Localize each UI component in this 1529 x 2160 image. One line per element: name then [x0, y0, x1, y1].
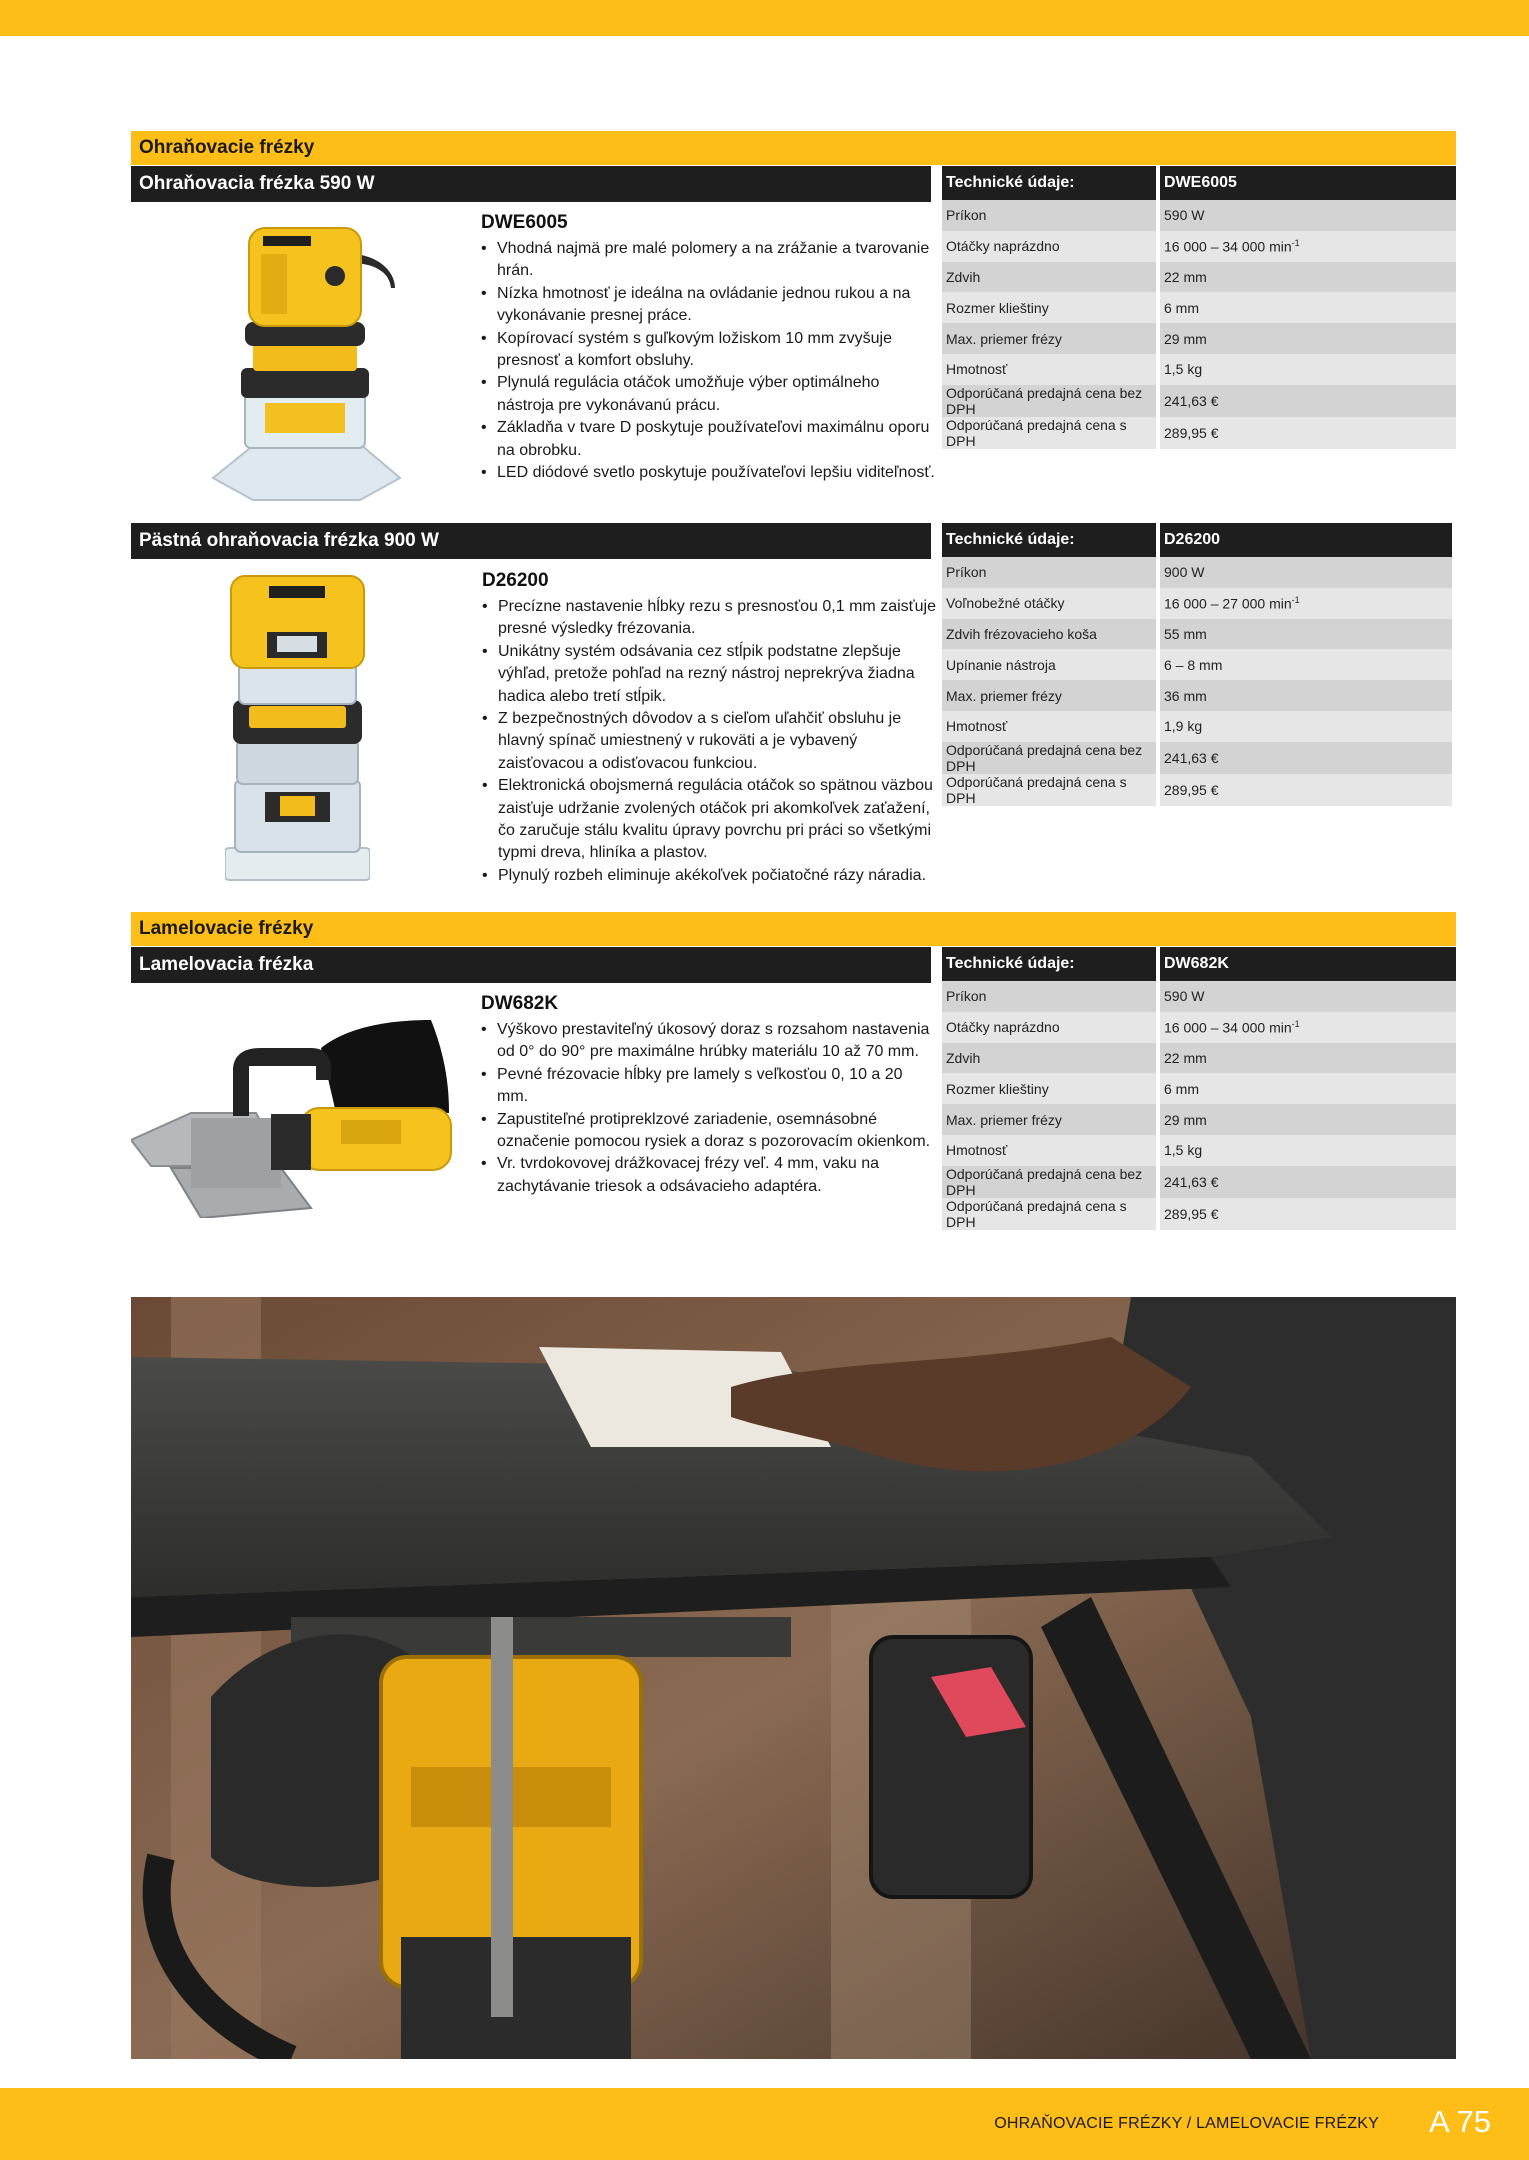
spec-value: 6 mm: [1160, 292, 1456, 323]
spec-label: Odporúčaná predajná cena bez DPH: [942, 1166, 1160, 1198]
list-item: • Plynulý rozbeh eliminuje akékoľvek počiatočné rázy náradia.: [482, 865, 937, 887]
list-item: • Zapustiteľné protipreklzové zariadenie, osemnásobné označenie pomocou rysiek a doraz s pozorovacím okienkom.: [481, 1109, 936, 1154]
table-row: [942, 557, 1452, 588]
spec-table: [942, 166, 1456, 449]
spec-value-text: 16 000 – 27 000 min: [1164, 595, 1292, 612]
spec-label: Zdvih: [942, 1043, 1160, 1074]
spec-header-label: Technické údaje:: [942, 947, 1160, 981]
table-row: [942, 292, 1456, 323]
spec-value: 36 mm: [1160, 680, 1452, 711]
spec-value-exponent: -1: [1291, 237, 1300, 248]
list-item: • Kopírovací systém s guľkovým ložiskom 10 mm zvyšuje presnosť a komfort obsluhy.: [481, 328, 936, 373]
table-row: [942, 231, 1456, 262]
list-item: • Z bezpečnostných dôvodov a s cieľom uľahčiť obsluhu je hlavný spínač umiestnený v rukoväti a je vybavený zaisťovacou a odisťovacou funkciou.: [482, 708, 937, 775]
table-row: [942, 588, 1452, 619]
category-title: Ohraňovacie frézky: [139, 137, 315, 158]
spec-label: Zdvih frézovacieho koša: [942, 619, 1160, 650]
router-dwe6005-image: [205, 218, 405, 501]
footer-section-title: OHRAŇOVACIE FRÉZKY / LAMELOVACIE FRÉZKY: [994, 2115, 1379, 2132]
table-row: [942, 1198, 1456, 1230]
product-title: Ohraňovacia frézka 590 W: [139, 173, 375, 194]
spec-label: Rozmer klieštiny: [942, 1073, 1160, 1104]
model-number: DWE6005: [481, 212, 568, 233]
feature-list: [481, 238, 936, 484]
spec-header-model: DWE6005: [1160, 166, 1456, 200]
model-number: D26200: [482, 570, 549, 591]
spec-value: 29 mm: [1160, 323, 1456, 354]
table-row: [942, 1166, 1456, 1198]
spec-label: Otáčky naprázdno: [942, 1012, 1160, 1043]
list-item: • Unikátny systém odsávania cez stĺpik podstatne zlepšuje výhľad, pretože pohľad na rezný nástroj neprekrýva žiadna hadica alebo tretí stĺpik.: [482, 641, 937, 708]
spec-value: 900 W: [1160, 557, 1452, 588]
list-item: • Plynulá regulácia otáčok umožňuje výber optimálneho nástroja pre vykonávanú prácu.: [481, 372, 936, 417]
spec-value: 1,5 kg: [1160, 354, 1456, 385]
spec-label: Odporúčaná predajná cena s DPH: [942, 1198, 1160, 1230]
table-row: [942, 649, 1452, 680]
table-row: [942, 354, 1456, 385]
spec-value-text: 16 000 – 34 000 min: [1164, 238, 1292, 255]
category-bar-lamelovacie: [131, 912, 1456, 946]
spec-value-exponent: -1: [1291, 1018, 1300, 1029]
list-item: • Výškovo prestaviteľný úkosový doraz s rozsahom nastavenia od 0° do 90° pre maximálne hrúbky materiálu 10 až 70 mm.: [481, 1019, 936, 1064]
table-row: [942, 742, 1452, 774]
spec-header-label: Technické údaje:: [942, 523, 1160, 557]
spec-table: [942, 947, 1456, 1230]
spec-value: 590 W: [1160, 981, 1456, 1012]
spec-label: Max. priemer frézy: [942, 680, 1160, 711]
spec-value: 1,5 kg: [1160, 1135, 1456, 1166]
router-d26200-image: [225, 570, 370, 882]
spec-value: 1,9 kg: [1160, 711, 1452, 742]
table-row: [942, 711, 1452, 742]
spec-label: Odporúčaná predajná cena bez DPH: [942, 742, 1160, 774]
feature-list: [481, 1019, 936, 1198]
spec-value: 29 mm: [1160, 1104, 1456, 1135]
table-row: [942, 1073, 1456, 1104]
spec-label: Max. priemer frézy: [942, 323, 1160, 354]
spec-value: 55 mm: [1160, 619, 1452, 650]
list-item: • Elektronická obojsmerná regulácia otáčok so spätnou väzbou zaisťuje udržanie zvolených otáčok pri akomkoľvek zaťažení, čo zaručuje stálu kvalitu úpravy povrchu pri práci so všetkými typmi dreva, hliníka a plastov.: [482, 775, 937, 865]
spec-value: 6 – 8 mm: [1160, 649, 1452, 680]
workshop-photo-illustration: [131, 1297, 1456, 2059]
spec-label: Voľnobežné otáčky: [942, 588, 1160, 619]
table-row: [942, 262, 1456, 293]
workshop-router-table-photo: [131, 1297, 1456, 2059]
spec-label: Odporúčaná predajná cena s DPH: [942, 417, 1160, 449]
spec-header-label: Technické údaje:: [942, 166, 1160, 200]
spec-header-model: DW682K: [1160, 947, 1456, 981]
category-title: Lamelovacie frézky: [139, 918, 314, 939]
page-number: A 75: [1428, 2104, 1491, 2139]
table-row: [942, 1104, 1456, 1135]
spec-header-row: [942, 166, 1456, 200]
spec-label: Otáčky naprázdno: [942, 231, 1160, 262]
list-item: • Nízka hmotnosť je ideálna na ovládanie jednou rukou a na vykonávanie presnej práce.: [481, 283, 936, 328]
product-title: Pästná ohraňovacia frézka 900 W: [139, 530, 439, 551]
spec-label: Príkon: [942, 200, 1160, 231]
spec-header-model: D26200: [1160, 523, 1452, 557]
spec-value: 289,95 €: [1160, 774, 1452, 806]
table-row: [942, 200, 1456, 231]
table-row: [942, 385, 1456, 417]
spec-header-row: [942, 523, 1452, 557]
biscuit-joiner-dw682k-image: [131, 1018, 466, 1218]
spec-value: 590 W: [1160, 200, 1456, 231]
product-title-bar: [131, 166, 931, 202]
spec-label: Odporúčaná predajná cena bez DPH: [942, 385, 1160, 417]
table-row: [942, 323, 1456, 354]
table-row: [942, 680, 1452, 711]
spec-label: Odporúčaná predajná cena s DPH: [942, 774, 1160, 806]
spec-header-row: [942, 947, 1456, 981]
spec-value: 241,63 €: [1160, 1166, 1456, 1198]
spec-label: Rozmer klieštiny: [942, 292, 1160, 323]
spec-value: 6 mm: [1160, 1073, 1456, 1104]
product-title-bar: [131, 947, 931, 983]
list-item: • Základňa v tvare D poskytuje používateľovi maximálnu oporu na obrobku.: [481, 417, 936, 462]
table-row: [942, 1043, 1456, 1074]
table-row: [942, 417, 1456, 449]
spec-value-exponent: -1: [1291, 594, 1300, 605]
spec-label: Hmotnosť: [942, 1135, 1160, 1166]
bottom-accent-bar: [0, 2088, 1529, 2160]
spec-value: 241,63 €: [1160, 385, 1456, 417]
feature-list: [482, 596, 937, 887]
table-row: [942, 774, 1452, 806]
category-bar-ohranovacie: [131, 131, 1456, 165]
spec-value: [1160, 231, 1456, 262]
spec-value: 289,95 €: [1160, 1198, 1456, 1230]
table-row: [942, 981, 1456, 1012]
spec-label: Príkon: [942, 981, 1160, 1012]
product-title: Lamelovacia frézka: [139, 954, 314, 975]
spec-label: Upínanie nástroja: [942, 649, 1160, 680]
spec-value: 289,95 €: [1160, 417, 1456, 449]
list-item: • Vhodná najmä pre malé polomery a na zrážanie a tvarovanie hrán.: [481, 238, 936, 283]
table-row: [942, 1012, 1456, 1043]
spec-label: Príkon: [942, 557, 1160, 588]
spec-table: [942, 523, 1452, 806]
list-item: • Pevné frézovacie hĺbky pre lamely s veľkosťou 0, 10 a 20 mm.: [481, 1064, 936, 1109]
spec-value: [1160, 588, 1452, 619]
spec-value: 22 mm: [1160, 262, 1456, 293]
list-item: • Precízne nastavenie hĺbky rezu s presnosťou 0,1 mm zaisťuje presné výsledky frézovania.: [482, 596, 937, 641]
spec-label: Max. priemer frézy: [942, 1104, 1160, 1135]
spec-label: Zdvih: [942, 262, 1160, 293]
list-item: • LED diódové svetlo poskytuje používateľovi lepšiu viditeľnosť.: [481, 462, 936, 484]
spec-label: Hmotnosť: [942, 354, 1160, 385]
spec-label: Hmotnosť: [942, 711, 1160, 742]
spec-value-text: 16 000 – 34 000 min: [1164, 1019, 1292, 1036]
top-accent-bar: [0, 0, 1529, 36]
table-row: [942, 619, 1452, 650]
table-row: [942, 1135, 1456, 1166]
spec-value: [1160, 1012, 1456, 1043]
spec-value: 22 mm: [1160, 1043, 1456, 1074]
product-title-bar: [131, 523, 931, 559]
list-item: • Vr. tvrdokovovej drážkovacej frézy veľ. 4 mm, vaku na zachytávanie triesok a odsávacieho adaptéra.: [481, 1153, 936, 1198]
spec-value: 241,63 €: [1160, 742, 1452, 774]
model-number: DW682K: [481, 993, 559, 1014]
